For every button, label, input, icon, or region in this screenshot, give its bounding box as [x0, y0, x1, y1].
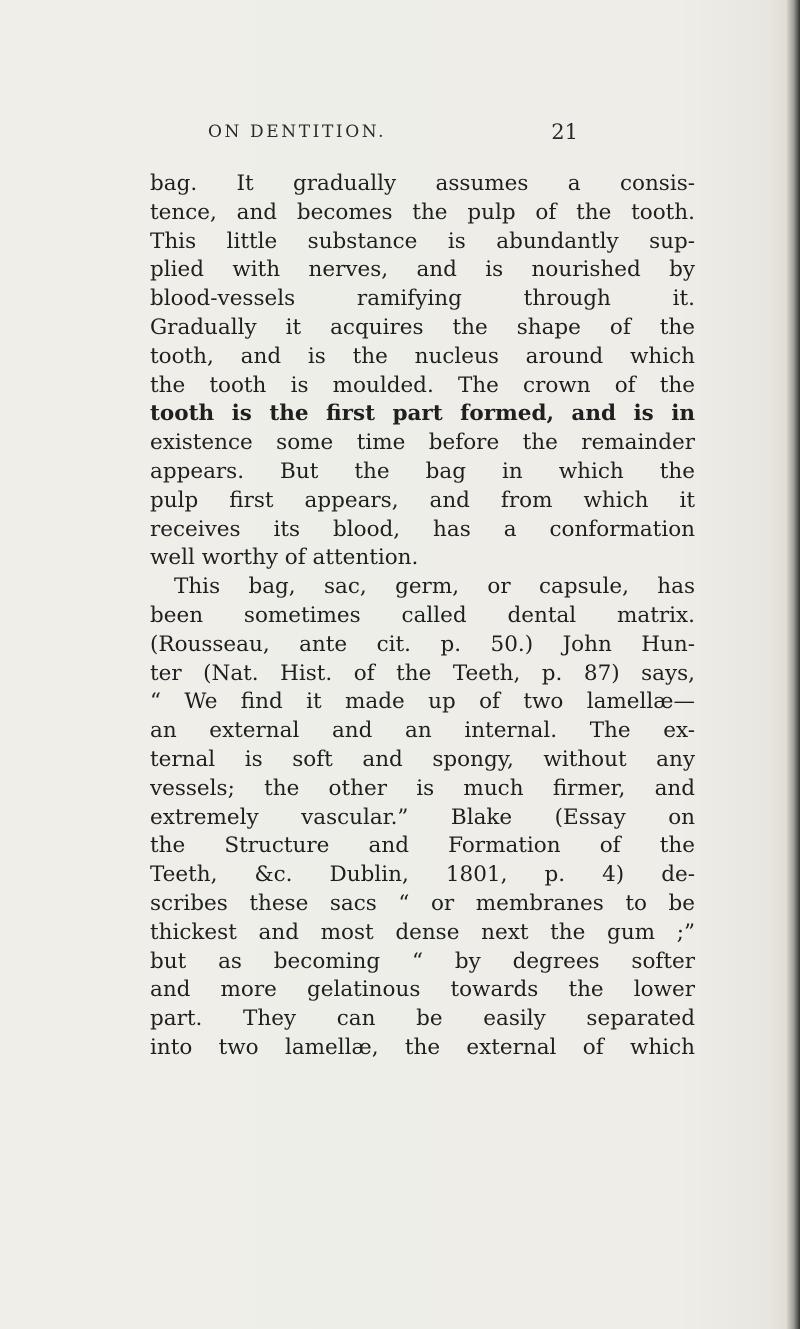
text-line: been sometimes called dental matrix. — [150, 602, 695, 628]
text-line: receives its blood, has a conformation — [150, 516, 695, 542]
text-line: Teeth, &c. Dublin, 1801, p. 4) de- — [150, 862, 695, 888]
running-head-title: ON DENTITION. — [208, 122, 387, 142]
text-line: existence some time before the remainder — [150, 430, 695, 456]
text-line: plied with nerves, and is nourished by — [150, 257, 695, 283]
text-line: extremely vascular.” Blake (Essay on — [150, 804, 695, 830]
text-line: bag. It gradually assumes a consis- — [150, 171, 695, 196]
text-line: and more gelatinous towards the lower — [150, 977, 695, 1003]
text-line: appears. But the bag in which the — [150, 458, 695, 484]
text-line: well worthy of attention. — [150, 545, 419, 571]
text-line: an external and an internal. The ex- — [150, 718, 695, 744]
text-line: ternal is soft and spongy, without any — [150, 746, 695, 772]
text-line: Gradually it acquires the shape of the — [150, 314, 695, 340]
text-line: This bag, sac, germ, or capsule, has — [174, 574, 695, 600]
text-line: into two lamellæ, the external of which — [150, 1034, 695, 1060]
text-line: tooth is the first part formed, and is in — [150, 401, 695, 427]
text-line: the tooth is moulded. The crown of the — [150, 372, 695, 398]
text-line: (Rousseau, ante cit. p. 50.) John Hun- — [150, 631, 695, 657]
page-number: 21 — [551, 120, 578, 144]
text-line: thickest and most dense next the gum ;” — [150, 919, 695, 945]
page-edge-shadow — [786, 0, 800, 1329]
text-line: “ We find it made up of two lamellæ— — [150, 689, 695, 715]
text-line: This little substance is abundantly sup- — [150, 228, 695, 254]
text-line: tence, and becomes the pulp of the tooth. — [150, 199, 695, 225]
text-line: ter (Nat. Hist. of the Teeth, p. 87) says, — [150, 660, 695, 686]
text-line: scribes these sacs “ or membranes to be — [150, 890, 695, 916]
text-line: blood-vessels ramifying through it. — [150, 286, 695, 312]
running-head — [208, 118, 578, 146]
text-line: tooth, and is the nucleus around which — [150, 343, 695, 369]
text-line: but as becoming “ by degrees softer — [150, 948, 695, 974]
text-line: the Structure and Formation of the — [150, 833, 695, 859]
text-line: vessels; the other is much firmer, and — [150, 775, 695, 801]
body-text — [150, 170, 695, 1063]
text-line: part. They can be easily separated — [150, 1006, 695, 1032]
text-line: pulp first appears, and from which it — [150, 487, 695, 513]
